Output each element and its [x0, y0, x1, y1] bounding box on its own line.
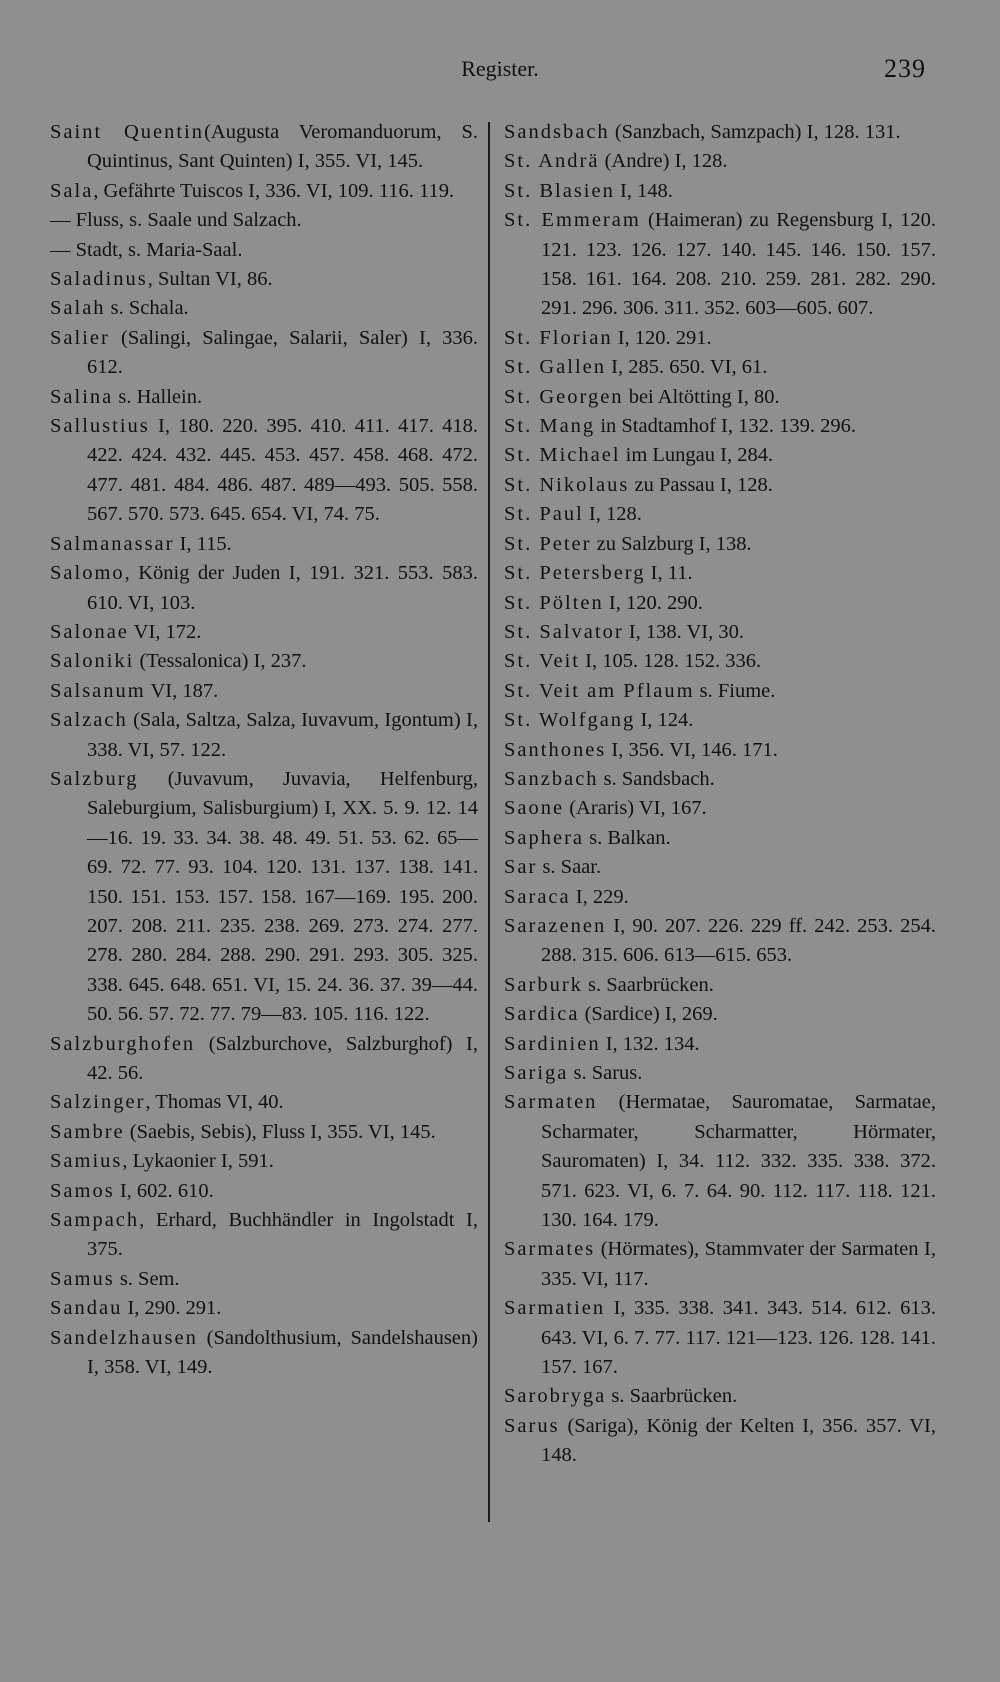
- entry-references: (Augusta Veromanduorum, S. Quintinus, Sant Quinten) I, 355. VI, 145.: [87, 121, 479, 173]
- index-entry: [50, 618, 478, 647]
- entry-references: I, 602. 610.: [114, 1179, 214, 1202]
- entry-references: I, 138. VI, 30.: [623, 620, 745, 643]
- entry-references: zu Passau I, 128.: [629, 473, 773, 496]
- index-entry: [50, 177, 478, 206]
- entry-references: (Araris) VI, 167.: [564, 797, 707, 820]
- entry-references: (Sardice) I, 269.: [579, 1003, 718, 1026]
- entry-headword: St. Nikolaus: [504, 473, 630, 496]
- entry-references: s. Schala.: [105, 297, 189, 320]
- index-entry: [504, 853, 936, 882]
- entry-references: (Tessalonica) I, 237.: [134, 650, 307, 673]
- entry-references: bei Altötting I, 80.: [623, 385, 780, 408]
- entry-references: I, 90. 207. 226. 229 ff. 242. 253. 254. 288. 315. 606. 613—615. 653.: [541, 914, 936, 967]
- entry-references: , Lykaonier I, 591.: [122, 1150, 274, 1173]
- entry-headword: Sallustius: [50, 415, 150, 438]
- entry-references: I, 120. 290.: [603, 591, 703, 614]
- entry-headword: Salzach: [50, 709, 128, 732]
- index-entry: [50, 265, 478, 294]
- entry-headword: Saraca: [504, 885, 571, 908]
- index-entry: [50, 118, 478, 177]
- entry-references: VI, 172.: [128, 620, 202, 643]
- entry-headword: St. Petersberg: [504, 562, 646, 585]
- entry-headword: Salzburg: [50, 767, 139, 790]
- entry-references: I, 290. 291.: [122, 1297, 222, 1320]
- index-entry: [504, 1030, 936, 1059]
- entry-references: (Hörmates), Stammvater der Sarmaten I, 335. VI, 117.: [541, 1238, 936, 1290]
- index-entry: [504, 677, 936, 706]
- entry-headword: Saone: [504, 797, 565, 820]
- entry-headword: Salsanum: [50, 679, 146, 702]
- index-entry: [504, 1382, 936, 1411]
- entry-references: (Sandolthusium, Sandelshausen) I, 358. VI, 149.: [87, 1326, 478, 1379]
- entry-headword: Salina: [50, 385, 114, 408]
- entry-headword: St. Georgen: [504, 385, 624, 408]
- entry-references: s. Sandsbach.: [598, 767, 715, 790]
- entry-headword: Sarmates: [504, 1238, 596, 1261]
- entry-references: I, 11.: [645, 562, 693, 585]
- index-entry: [50, 677, 478, 706]
- entry-references: I, 335. 338. 341. 343. 514. 612. 613. 643. VI, 6. 7. 77. 117. 121—123. 126. 128. 141. 157. 167.: [541, 1297, 936, 1379]
- entry-headword: Saladinus: [50, 268, 148, 291]
- entry-references: (Hermatae, Sauromatae, Sarmatae, Scharmater, Scharmatter, Hörmater, Sauromaten) I, 34. 112. 332. 335. 338. 372. 571. 623. VI, 6. 7. 64. 90. 112. 117. 118. 121. 130. 164. 179.: [541, 1091, 936, 1232]
- entry-headword: Sarmaten: [504, 1091, 598, 1114]
- entry-references: VI, 187.: [145, 679, 219, 702]
- entry-headword: St. Mang: [504, 415, 596, 438]
- entry-headword: St. Gallen: [504, 356, 606, 379]
- index-entry: [504, 736, 936, 765]
- entry-headword: Santhones: [504, 738, 607, 761]
- entry-references: I, 124.: [635, 709, 694, 732]
- entry-headword: Sampach: [50, 1209, 140, 1232]
- index-entry: [504, 118, 936, 147]
- entry-headword: St. Peter: [504, 532, 592, 555]
- index-entry: [504, 765, 936, 794]
- entry-headword: St. Paul: [504, 503, 584, 526]
- index-entry: [504, 500, 936, 529]
- index-entry: [504, 971, 936, 1000]
- entry-references: I, 120. 291.: [612, 326, 712, 349]
- page-number: 239: [884, 54, 926, 83]
- index-entry: [50, 1324, 478, 1383]
- entry-references: — Fluss, s. Saale und Salzach.: [50, 209, 302, 232]
- entry-references: (Haimeran) zu Regensburg I, 120. 121. 123. 126. 127. 140. 145. 146. 150. 157. 158. 161. 164. 208. 210. 259. 281. 282. 290. 291. 296. 306. 311. 352. 603—605. 607.: [541, 209, 937, 320]
- entry-references: s. Balkan.: [584, 826, 671, 849]
- entry-headword: Sardinien: [504, 1032, 601, 1055]
- index-entry: [504, 1059, 936, 1088]
- entry-references: , Thomas VI, 40.: [145, 1091, 284, 1114]
- entry-headword: St. Wolfgang: [504, 709, 636, 732]
- entry-headword: Sandsbach: [504, 121, 610, 143]
- entry-headword: Sariga: [504, 1062, 569, 1084]
- entry-headword: Sambre: [50, 1120, 125, 1143]
- entry-headword: Saint Quentin: [50, 121, 205, 143]
- index-column-left: [50, 118, 478, 1382]
- index-entry: [504, 706, 936, 735]
- entry-headword: Salzburghofen: [50, 1032, 196, 1055]
- entry-references: I, 115.: [174, 532, 232, 555]
- entry-references: (Salingi, Salingae, Salarii, Saler) I, 336. 612.: [87, 326, 478, 379]
- entry-headword: Samius: [50, 1150, 123, 1173]
- entry-references: s. Saar.: [537, 856, 602, 879]
- index-entry: [504, 618, 936, 647]
- entry-headword: St. Andrä: [504, 150, 600, 173]
- entry-headword: Saloniki: [50, 650, 135, 673]
- entry-headword: Samos: [50, 1179, 115, 1202]
- index-entry: [504, 559, 936, 588]
- entry-headword: Sarobryga: [504, 1385, 607, 1408]
- entry-references: , Gefährte Tuiscos I, 336. VI, 109. 116. 119.: [93, 179, 455, 202]
- entry-references: I, 128.: [583, 503, 642, 526]
- entry-references: s. Sem.: [114, 1267, 180, 1290]
- index-entry: [504, 1088, 936, 1235]
- entry-headword: Sar: [504, 856, 538, 879]
- index-entry: [50, 236, 478, 265]
- index-entry: [504, 383, 936, 412]
- index-entry: [50, 412, 478, 530]
- entry-references: I, 148.: [614, 179, 673, 202]
- entry-references: I, 132. 134.: [600, 1032, 700, 1055]
- index-entry: [50, 294, 478, 323]
- index-entry: [50, 1206, 478, 1265]
- entry-headword: St. Florian: [504, 326, 613, 349]
- index-entry: [504, 1000, 936, 1029]
- index-entry: [50, 1294, 478, 1323]
- index-entry: [50, 1030, 478, 1089]
- entry-references: , Sultan VI, 86.: [147, 268, 273, 291]
- entry-headword: Sandau: [50, 1297, 123, 1320]
- index-entry: [50, 647, 478, 676]
- entry-references: I, 180. 220. 395. 410. 411. 417. 418. 422. 424. 432. 445. 453. 457. 458. 468. 472. 477. 481. 484. 486. 487. 489—493. 505. 558. 567. 570. 573. 645. 654. VI, 74. 75.: [87, 415, 478, 526]
- column-divider: [488, 122, 490, 1522]
- index-entry: [504, 441, 936, 470]
- index-entry: [50, 1118, 478, 1147]
- entry-headword: Sandelzhausen: [50, 1326, 198, 1349]
- entry-headword: Salonae: [50, 620, 129, 643]
- entry-references: im Lungau I, 284.: [620, 444, 774, 467]
- index-entry: [50, 324, 478, 383]
- entry-references: (Juvavum, Juvavia, Helfenburg, Saleburgium, Salisburgium) I, XX. 5. 9. 12. 14—16. 19. 33. 34. 38. 48. 49. 51. 53. 62. 65—69. 72. 77. 93. 104. 120. 131. 137. 138. 141. 150. 151. 153. 157. 158. 167—169. 195. 200. 207. 208. 211. 235. 238. 269. 273. 274. 277. 278. 280. 284. 288. 290. 291. 293. 305. 325. 338. 645. 648. 651. VI, 15. 24. 36. 37. 39—44. 50. 56. 57. 72. 77. 79—83. 105. 116. 122.: [87, 767, 478, 1026]
- entry-headword: St. Salvator: [504, 620, 624, 643]
- entry-references: zu Salzburg I, 138.: [591, 532, 752, 555]
- index-entry: [504, 1294, 936, 1382]
- entry-references: s. Saarbrücken.: [606, 1385, 738, 1408]
- index-entry: [504, 1412, 936, 1471]
- entry-headword: Sarburk: [504, 973, 583, 996]
- entry-headword: Salomo: [50, 562, 125, 585]
- index-entry: [50, 383, 478, 412]
- entry-references: , König der Juden I, 191. 321. 553. 583. 610. VI, 103.: [87, 562, 478, 614]
- index-entry: [50, 765, 478, 1030]
- index-entry: [50, 530, 478, 559]
- index-entry: [504, 471, 936, 500]
- index-entry: [504, 1235, 936, 1294]
- entry-references: I, 356. VI, 146. 171.: [606, 738, 778, 761]
- index-entry: [504, 824, 936, 853]
- index-entry: [504, 147, 936, 176]
- entry-headword: Sarazenen: [504, 914, 607, 937]
- entry-references: s. Sarus.: [568, 1062, 643, 1084]
- entry-headword: St. Emmeram: [504, 209, 641, 232]
- index-column-right: [504, 118, 936, 1471]
- entry-references: (Salzburchove, Salzburghof) I, 42. 56.: [87, 1032, 478, 1084]
- entry-references: I, 105. 128. 152. 336.: [580, 650, 762, 673]
- entry-references: — Stadt, s. Maria-Saal.: [50, 238, 243, 261]
- entry-headword: Sardica: [504, 1003, 580, 1026]
- index-entry: [504, 412, 936, 441]
- entry-headword: Sarmatien: [504, 1297, 606, 1320]
- entry-references: I, 229.: [570, 885, 629, 908]
- index-entry: [50, 1177, 478, 1206]
- entry-references: (Andre) I, 128.: [599, 150, 728, 173]
- entry-references: s. Hallein.: [113, 385, 203, 408]
- index-entry: [504, 912, 936, 971]
- entry-headword: St. Michael: [504, 444, 621, 467]
- index-entry: [50, 206, 478, 235]
- index-entry: [504, 589, 936, 618]
- index-entry: [50, 559, 478, 618]
- entry-headword: St. Blasien: [504, 179, 615, 202]
- index-entry: [504, 177, 936, 206]
- entry-references: (Sanzbach, Samzpach) I, 128. 131.: [609, 121, 901, 143]
- entry-headword: Sanzbach: [504, 767, 599, 790]
- index-entry: [50, 1147, 478, 1176]
- entry-headword: Saphera: [504, 826, 585, 849]
- entry-headword: St. Veit am Pflaum: [504, 679, 695, 702]
- entry-headword: Sarus: [504, 1414, 560, 1437]
- entry-headword: Salier: [50, 326, 110, 349]
- entry-references: in Stadtamhof I, 132. 139. 296.: [595, 415, 856, 438]
- index-entry: [504, 324, 936, 353]
- index-entry: [504, 206, 936, 324]
- entry-headword: Sala: [50, 179, 94, 202]
- entry-headword: Salmanassar: [50, 532, 175, 555]
- entry-references: , Erhard, Buchhändler in Ingolstadt I, 375.: [87, 1209, 478, 1261]
- entry-headword: Salzinger: [50, 1091, 146, 1114]
- entry-headword: Salah: [50, 297, 106, 320]
- entry-references: (Sala, Saltza, Salza, Iuvavum, Igontum) I, 338. VI, 57. 122.: [87, 709, 478, 761]
- index-entry: [504, 530, 936, 559]
- entry-headword: St. Veit: [504, 650, 580, 673]
- index-entry: [504, 883, 936, 912]
- entry-references: s. Fiume.: [694, 679, 776, 702]
- index-entry: [504, 794, 936, 823]
- index-entry: [504, 647, 936, 676]
- index-entry: [50, 706, 478, 765]
- entry-references: s. Saarbrücken.: [582, 973, 714, 996]
- entry-references: (Saebis, Sebis), Fluss I, 355. VI, 145.: [124, 1120, 436, 1143]
- entry-references: I, 285. 650. VI, 61.: [606, 356, 768, 379]
- entry-headword: St. Pölten: [504, 591, 604, 614]
- entry-references: (Sariga), König der Kelten I, 356. 357. VI, 148.: [541, 1414, 936, 1467]
- index-entry: [50, 1265, 478, 1294]
- entry-headword: Samus: [50, 1267, 115, 1290]
- index-entry: [504, 353, 936, 382]
- index-entry: [50, 1088, 478, 1117]
- running-header-title: Register.: [461, 56, 539, 81]
